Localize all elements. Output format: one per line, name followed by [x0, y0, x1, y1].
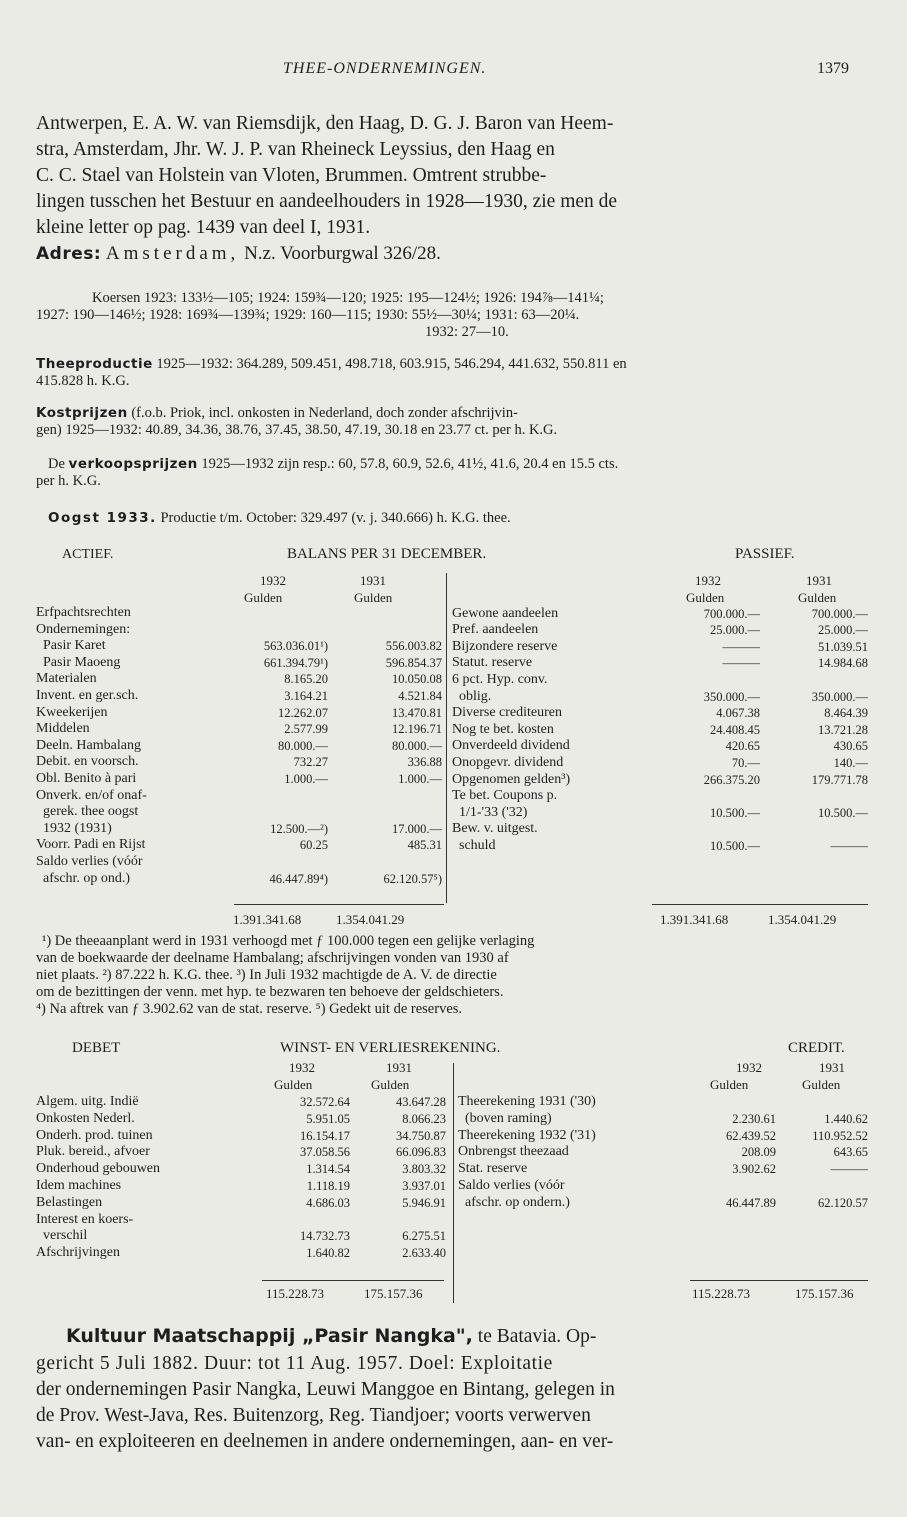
table-row [452, 722, 868, 739]
value-1932: 25.000.— [710, 623, 760, 638]
row-label: Ondernemingen: [36, 621, 131, 637]
winst-total-debet-1931: 175.157.36 [364, 1286, 423, 1301]
table-row [452, 689, 868, 706]
balans-passief-table [452, 589, 868, 855]
value-1931: 17.000.— [392, 821, 442, 836]
row-label: afschr. op ond.) [36, 870, 131, 886]
row-label: Middelen [36, 721, 90, 737]
address-line [36, 243, 441, 265]
balans-center-rule [446, 573, 447, 903]
value-1931: 700.000.— [811, 606, 868, 621]
table-row [36, 804, 442, 821]
kultuur-line: Kultuur Maatschappij „Pasir Nangka", te Batavia. Op- [66, 1325, 597, 1347]
value-1932 [222, 788, 328, 805]
verkoopsprijzen-line: De verkoopsprijzen 1925—1932 zijn resp.: 60, 57.8, 60.9, 52.6, 41½, 41.6, 20.4 en 15.5 cts. [48, 456, 619, 472]
value-1932: 4.686.03 [306, 1195, 350, 1210]
page-number: 1379 [817, 60, 849, 77]
value-1932: 37.058.56 [300, 1145, 350, 1160]
value-1931: 596.854.37 [385, 655, 442, 670]
value-1932: 3.902.62 [732, 1162, 776, 1177]
row-label: Belastingen [36, 1194, 103, 1210]
table-row [36, 1178, 446, 1195]
theeproductie-line: Theeproductie 1925—1932: 364.289, 509.451, 498.718, 603.915, 546.294, 441.632, 550.811 en [36, 356, 627, 372]
balans-unit-header: Gulden [798, 590, 837, 605]
row-label: verschil [36, 1228, 88, 1244]
table-row [36, 638, 442, 655]
winst-unit-header: Gulden [710, 1077, 749, 1092]
table-row [36, 754, 442, 771]
winst-center-rule [453, 1063, 454, 1303]
value-1932: 350.000.— [703, 689, 760, 704]
row-label: 1/1-'33 ('32) [452, 804, 528, 820]
value-1932: 3.164.21 [284, 688, 328, 703]
table-row [36, 721, 442, 738]
row-label: oblig. [452, 688, 492, 704]
value-1932: 10.500.— [710, 838, 760, 853]
kostprijzen-line: gen) 1925—1932: 40.89, 34.36, 38.76, 37.45, 38.50, 47.19, 30.18 en 23.77 ct. per h. K.G. [36, 422, 558, 438]
kultuur-line: van- en exploiteeren en deelnemen in andere ondernemingen, aan- en ver- [36, 1431, 614, 1452]
row-label: 1932 (1931) [36, 820, 112, 836]
footnote-line: ⁴) Na aftrek van ƒ 3.902.62 van de stat. reserve. ⁵) Gedekt uit de reserves. [36, 1001, 463, 1017]
table-row [452, 788, 868, 805]
table-row [452, 622, 868, 639]
value-1931: 3.803.32 [402, 1162, 446, 1177]
row-label: Bew. v. uitgest. [452, 821, 538, 837]
table-row [458, 1111, 868, 1128]
value-1932: 32.572.64 [300, 1095, 350, 1109]
value-1931 [760, 788, 868, 805]
value-1931: 556.003.82 [385, 639, 442, 654]
table-row [452, 606, 868, 623]
koersen-line: 1932: 27—10. [425, 324, 509, 340]
table-row [36, 1128, 446, 1145]
row-label: Stat. reserve [458, 1161, 528, 1177]
table-row [36, 1212, 446, 1229]
value-1931: 10.500.— [818, 805, 868, 820]
table-row [452, 589, 868, 606]
value-1931: 8.066.23 [402, 1111, 446, 1126]
row-label: Gewone aandeelen [452, 605, 559, 621]
oogst-label: Oogst 1933. [48, 510, 157, 526]
row-label: Bijzondere reserve [452, 638, 558, 654]
row-label: Onverk. en/of onaf- [36, 787, 147, 803]
row-label: Pasir Karet [36, 638, 106, 654]
value-1931: 110.952.52 [812, 1128, 868, 1143]
table-row [36, 771, 442, 788]
value-1932 [652, 821, 760, 838]
balans-total-actief-1931: 1.354.041.29 [336, 912, 405, 927]
table-row [452, 755, 868, 772]
table-row [458, 1144, 868, 1161]
value-1932: 661.394.79¹) [263, 655, 328, 670]
value-1932 [684, 1178, 776, 1195]
table-row [36, 1094, 446, 1111]
row-label: Onverdeeld dividend [452, 738, 570, 754]
value-1931: 643.65 [833, 1145, 868, 1160]
table-row [36, 854, 442, 871]
row-label: Pasir Maoeng [36, 654, 121, 670]
value-1932: ——— [722, 639, 760, 654]
winst-total-rule [262, 1280, 444, 1281]
theeproductie-label: Theeproductie [36, 356, 153, 372]
balans-unit-header: Gulden [686, 590, 725, 605]
value-1931: 140.— [833, 755, 868, 770]
row-label: Invent. en ger.sch. [36, 687, 139, 703]
value-1931 [328, 788, 442, 805]
row-label: Pluk. bereid., afvoer [36, 1144, 150, 1160]
kostprijzen-label: Kostprijzen [36, 405, 128, 421]
winst-title: WINST- EN VERLIESREKENING. [280, 1040, 501, 1056]
value-1932: 732.27 [293, 755, 328, 770]
table-row [452, 838, 868, 855]
balans-actief-table [36, 605, 442, 887]
value-1931: 10.050.08 [392, 672, 442, 687]
kostprijzen-line: Kostprijzen (f.o.b. Priok, incl. onkosten in Nederland, doch zonder afschrijvin- [36, 405, 518, 421]
intro-line: Antwerpen, E. A. W. van Riemsdijk, den Haag, D. G. J. Baron van Heem- [36, 113, 614, 134]
value-1932: 266.375.20 [703, 772, 760, 787]
row-label: Opgenomen gelden³) [452, 771, 571, 787]
kultuur-line: de Prov. West-Java, Res. Buitenzorg, Reg. Tiandjoer; voorts verwerven [36, 1405, 591, 1426]
table-row [36, 821, 442, 838]
winst-debet-table [36, 1094, 446, 1262]
value-1932: 1.314.54 [306, 1162, 350, 1177]
value-1931 [328, 622, 442, 639]
value-1931: 2.633.40 [402, 1246, 446, 1261]
koersen-line: Koersen 1923: 133½—105; 1924: 159¾—120; 1925: 195—124½; 1926: 194⅞—141¼; [92, 290, 604, 306]
row-label: Afschrijvingen [36, 1245, 120, 1261]
verkoopsprijzen-label: verkoopsprijzen [68, 456, 198, 472]
winst-total-credit-1931: 175.157.36 [795, 1286, 854, 1301]
value-1931: ——— [830, 1162, 868, 1177]
row-label: schuld [452, 837, 496, 853]
value-1932: 24.408.45 [710, 722, 760, 737]
value-1931: 5.946.91 [402, 1195, 446, 1210]
oogst-line: Oogst 1933. Productie t/m. October: 329.497 (v. j. 340.666) h. K.G. thee. [48, 510, 511, 526]
value-1932: 46.447.89 [726, 1195, 776, 1210]
verkoopsprijzen-line: per h. K.G. [36, 473, 101, 489]
table-row [36, 1161, 446, 1178]
table-row [452, 772, 868, 789]
table-row [36, 605, 442, 622]
table-row [452, 655, 868, 672]
footnote-line: ¹) De theeaanplant werd in 1931 verhoogd met ƒ 100.000 tegen een gelijke verlaging [42, 933, 535, 949]
value-1932: 1.000.— [284, 771, 328, 786]
value-1932: 1.640.82 [306, 1246, 350, 1261]
value-1931: 13.470.81 [392, 705, 442, 720]
value-1931: 51.039.51 [818, 639, 868, 654]
value-1931 [328, 605, 442, 622]
value-1931: 3.937.01 [402, 1178, 446, 1193]
table-row [36, 738, 442, 755]
row-label: Materialen [36, 671, 97, 687]
value-1931: 43.647.28 [396, 1095, 446, 1109]
value-1931 [350, 1212, 446, 1229]
winst-total-credit-1932: 115.228.73 [692, 1286, 751, 1301]
row-label: Interest en koers- [36, 1211, 134, 1227]
value-1932 [222, 804, 328, 821]
row-label: Algem. uitg. Indië [36, 1094, 139, 1109]
table-row [36, 655, 442, 672]
theeproductie-line: 415.828 h. K.G. [36, 373, 130, 389]
row-label: (boven raming) [458, 1110, 552, 1126]
winst-total-rule [690, 1280, 868, 1281]
row-label: Statut. reserve [452, 655, 533, 671]
balans-unit-header: Gulden [244, 590, 283, 605]
value-1932: 2.230.61 [732, 1111, 776, 1126]
table-row [452, 738, 868, 755]
value-1931: 6.275.51 [402, 1229, 446, 1244]
value-1931 [760, 821, 868, 838]
value-1932: 14.732.73 [300, 1229, 350, 1244]
balans-year-header: 1932 [260, 573, 286, 588]
intro-line: lingen tusschen het Bestuur en aandeelhouders in 1928—1930, zie men de [36, 191, 618, 212]
winst-credit-table [458, 1094, 868, 1212]
value-1932: 5.951.05 [306, 1111, 350, 1126]
table-row [36, 871, 442, 888]
balans-unit-header: Gulden [354, 590, 393, 605]
table-row [458, 1178, 868, 1195]
row-label: Obl. Benito à pari [36, 770, 137, 786]
table-row [36, 1228, 446, 1245]
row-label: Te bet. Coupons p. [452, 788, 558, 804]
value-1932 [222, 622, 328, 639]
row-label: Idem machines [36, 1177, 122, 1193]
balans-actief-label: ACTIEF. [62, 547, 114, 562]
value-1932 [652, 589, 760, 606]
intro-line: kleine letter op pag. 1439 van deel I, 1931. [36, 217, 371, 238]
value-1932: 12.500.—²) [270, 821, 328, 836]
value-1932: 700.000.— [703, 606, 760, 621]
winst-unit-header: Gulden [802, 1077, 841, 1092]
value-1931: 66.096.83 [396, 1145, 446, 1160]
winst-credit-label: CREDIT. [788, 1040, 845, 1056]
kultuur-company-name: Kultuur Maatschappij „Pasir Nangka", [66, 1325, 473, 1347]
value-1931: 13.721.28 [818, 722, 868, 737]
value-1931: 430.65 [833, 739, 868, 754]
address-label: Adres: [36, 244, 102, 264]
value-1931: 4.521.84 [398, 688, 442, 703]
row-label: Voorr. Padi en Rijst [36, 837, 146, 853]
value-1931: 1.000.— [398, 771, 442, 786]
balans-year-header: 1931 [806, 573, 832, 588]
row-label [452, 589, 652, 606]
value-1932 [652, 672, 760, 689]
value-1932: 16.154.17 [300, 1128, 350, 1143]
value-1932: ——— [722, 656, 760, 671]
table-row [458, 1094, 868, 1111]
value-1931: 14.984.68 [818, 656, 868, 671]
value-1932: 2.577.99 [284, 722, 328, 737]
koersen-line: 1927: 190—146½; 1928: 169¾—139¾; 1929: 160—115; 1930: 55½—30¼; 1931: 63—20¼. [36, 307, 580, 323]
row-label: Kweekerijen [36, 704, 108, 720]
winst-debet-label: DEBET [72, 1040, 121, 1056]
balans-total-passief-1932: 1.391.341.68 [660, 912, 729, 927]
value-1931 [328, 804, 442, 821]
balans-year-header: 1931 [360, 573, 386, 588]
row-label: Nog te bet. kosten [452, 721, 554, 737]
table-row [458, 1195, 868, 1212]
value-1932 [262, 1212, 350, 1229]
address-city: Amsterdam, [105, 243, 240, 264]
row-label: Saldo verlies (vóór [36, 853, 143, 869]
value-1931: 34.750.87 [396, 1128, 446, 1143]
table-row [458, 1161, 868, 1178]
table-row [452, 705, 868, 722]
footnote-line: om de bezittingen der venn. met hyp. te bezwaren ten behoeve der geldschieters. [36, 984, 504, 1000]
address-street: N.z. Voorburgwal 326/28. [244, 243, 441, 264]
value-1932: 12.262.07 [278, 705, 328, 720]
row-label: Onkosten Nederl. [36, 1110, 135, 1126]
value-1931: 336.88 [407, 755, 442, 770]
value-1932: 8.165.20 [284, 672, 328, 687]
value-1931: ——— [830, 838, 868, 853]
winst-year-header: 1932 [289, 1060, 315, 1075]
footnote-line: niet plaats. ²) 87.222 h. K.G. thee. ³) In Juli 1932 machtigde de A. V. de directie [36, 967, 497, 983]
kultuur-line: gericht 5 Juli 1882. Duur: tot 11 Aug. 1957. Doel: Exploitatie [36, 1353, 553, 1374]
table-row [36, 1144, 446, 1161]
value-1931: 179.771.78 [811, 772, 868, 787]
row-label: Diverse crediteuren [452, 705, 562, 721]
intro-line: C. C. Stael van Holstein van Vloten, Brummen. Omtrent strubbe- [36, 165, 547, 186]
winst-year-header: 1931 [819, 1060, 845, 1075]
table-row [452, 639, 868, 656]
table-row [36, 688, 442, 705]
value-1932: 80.000.— [278, 738, 328, 753]
balans-total-passief-1931: 1.354.041.29 [768, 912, 837, 927]
value-1931 [776, 1178, 868, 1195]
value-1932 [222, 605, 328, 622]
row-label: afschr. op ondern.) [458, 1194, 570, 1210]
row-label: Theerekening 1932 ('31) [458, 1127, 596, 1143]
balans-total-rule [234, 904, 444, 905]
winst-total-debet-1932: 115.228.73 [266, 1286, 325, 1301]
row-label: 6 pct. Hyp. conv. [452, 671, 548, 687]
table-row [452, 672, 868, 689]
kultuur-line: der ondernemingen Pasir Nangka, Leuwi Manggoe en Bintang, gelegen in [36, 1379, 615, 1400]
winst-year-header: 1932 [736, 1060, 762, 1075]
value-1932: 1.118.19 [306, 1178, 350, 1193]
balans-passief-label: PASSIEF. [735, 546, 795, 562]
table-row [36, 788, 442, 805]
value-1931: 62.120.57 [818, 1195, 868, 1210]
table-row [36, 622, 442, 639]
balans-title: BALANS PER 31 DECEMBER. [287, 546, 487, 562]
page-header-title: THEE-ONDERNEMINGEN. [283, 60, 487, 77]
value-1932: 60.25 [299, 838, 328, 853]
intro-line: stra, Amsterdam, Jhr. W. J. P. van Rheineck Leyssius, den Haag en [36, 139, 555, 160]
value-1931: 350.000.— [811, 689, 868, 704]
table-row [36, 671, 442, 688]
value-1931: 62.120.57⁵) [383, 871, 442, 886]
table-row [36, 705, 442, 722]
balans-total-actief-1932: 1.391.341.68 [233, 912, 302, 927]
value-1931 [760, 672, 868, 689]
table-row [452, 805, 868, 822]
row-label: gerek. thee oogst [36, 804, 139, 820]
winst-year-header: 1931 [386, 1060, 412, 1075]
table-row [452, 821, 868, 838]
value-1931: 485.31 [407, 838, 442, 853]
balans-total-rule [652, 904, 868, 905]
table-row [36, 837, 442, 854]
row-label: Deeln. Hambalang [36, 737, 141, 753]
value-1932: 62.439.52 [726, 1128, 776, 1143]
value-1932 [684, 1094, 776, 1111]
row-label: Erfpachtsrechten [36, 605, 131, 620]
value-1932: 208.09 [741, 1145, 776, 1160]
row-label: Onderh. prod. tuinen [36, 1127, 153, 1143]
row-label: Pref. aandeelen [452, 622, 539, 638]
value-1931: 8.464.39 [824, 706, 868, 721]
value-1932: 10.500.— [710, 805, 760, 820]
value-1931: 12.196.71 [392, 722, 442, 737]
footnote-line: van de boekwaarde der deelname Hambalang; afschrijvingen vonden van 1930 af [36, 950, 509, 966]
value-1932 [222, 854, 328, 871]
table-row [36, 1195, 446, 1212]
row-label: Onbrengst theezaad [458, 1144, 569, 1160]
row-label: Theerekening 1931 ('30) [458, 1094, 596, 1109]
value-1932: 46.447.89⁴) [269, 871, 328, 886]
balans-year-header: 1932 [695, 573, 721, 588]
table-row [458, 1128, 868, 1145]
value-1931 [328, 854, 442, 871]
value-1931: 1.440.62 [824, 1111, 868, 1126]
value-1931: 25.000.— [818, 623, 868, 638]
value-1932: 420.65 [725, 739, 760, 754]
value-1931 [776, 1094, 868, 1111]
value-1932: 4.067.38 [716, 706, 760, 721]
table-row [36, 1111, 446, 1128]
row-label: Onderhoud gebouwen [36, 1161, 161, 1177]
row-label: Onopgevr. dividend [452, 754, 564, 770]
table-row [36, 1245, 446, 1262]
row-label: Debit. en voorsch. [36, 754, 139, 770]
winst-unit-header: Gulden [274, 1077, 313, 1092]
winst-unit-header: Gulden [371, 1077, 410, 1092]
row-label: Saldo verlies (vóór [458, 1177, 565, 1193]
value-1931 [760, 589, 868, 606]
value-1931: 80.000.— [392, 738, 442, 753]
value-1932 [652, 788, 760, 805]
value-1932: 70.— [731, 755, 760, 770]
value-1932: 563.036.01¹) [263, 639, 328, 654]
